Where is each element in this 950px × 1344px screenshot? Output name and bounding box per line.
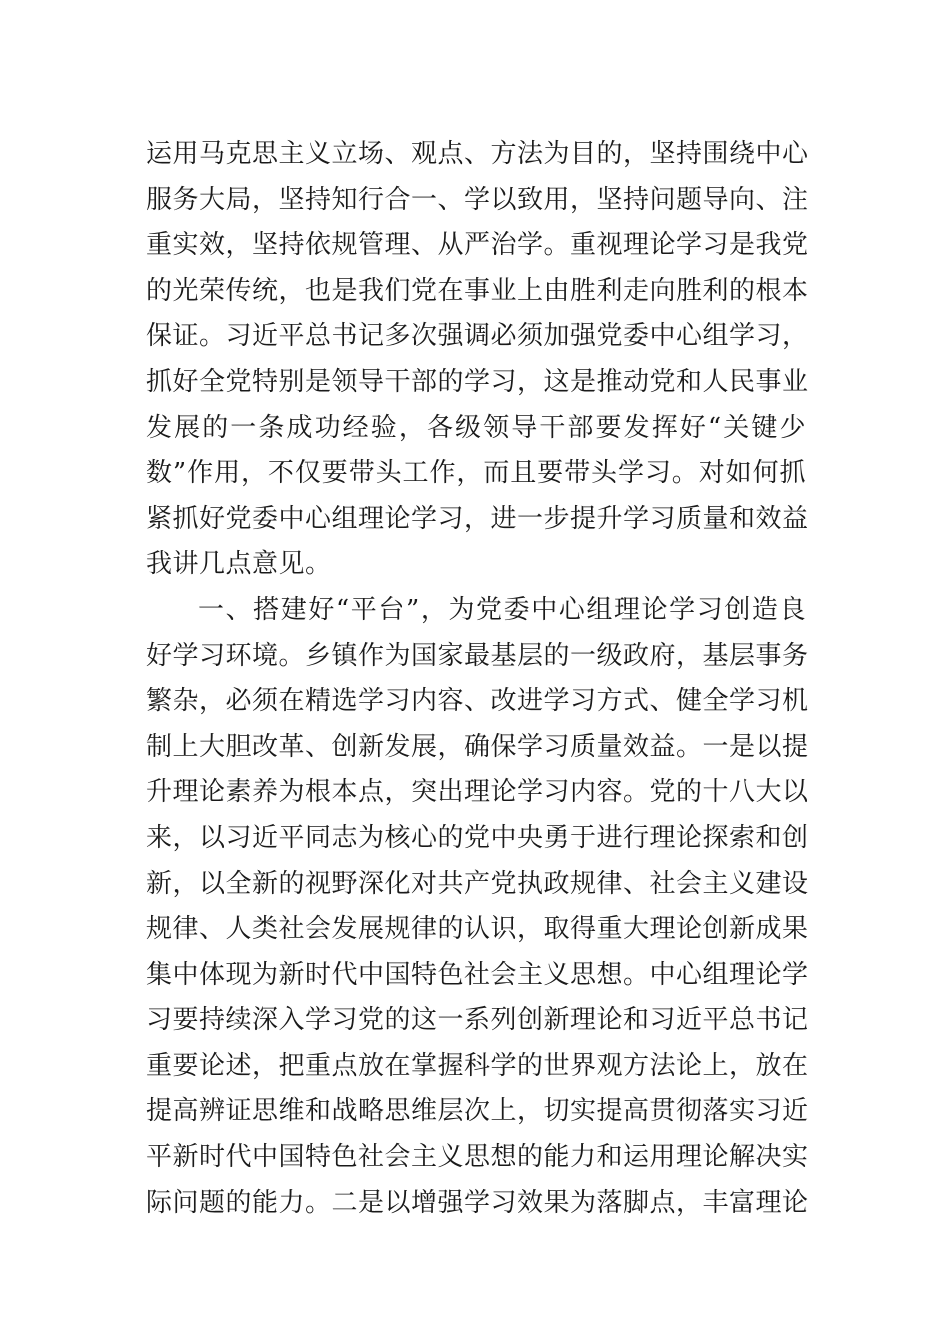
text-line-23: 平新时代中国特色社会主义思想的能力和运用理论解决实: [146, 1142, 809, 1173]
text-line-21: 重要论述，把重点放在掌握科学的世界观方法论上，放在: [146, 1050, 809, 1081]
text-line-6: 抓好全党特别是领导干部的学习，这是推动党和人民事业: [146, 366, 809, 397]
text-line-3: 重实效，坚持依规管理、从严治学。重视理论学习是我党: [146, 230, 809, 261]
text-line-13: 繁杂，必须在精选学习内容、改进学习方式、健全学习机: [146, 686, 809, 717]
text-line-15: 升理论素养为根本点，突出理论学习内容。党的十八大以: [146, 777, 809, 808]
text-line-12: 好学习环境。乡镇作为国家最基层的一级政府，基层事务: [146, 640, 809, 671]
text-line-22: 提高辨证思维和战略思维层次上，切实提高贯彻落实习近: [146, 1096, 809, 1127]
text-line-10: 我讲几点意见。: [146, 549, 332, 580]
text-line-8: 数”作用，不仅要带头工作，而且要带头学习。对如何抓: [146, 458, 806, 489]
text-line-19: 集中体现为新时代中国特色社会主义思想。中心组理论学: [146, 959, 809, 990]
text-line-20: 习要持续深入学习党的这一系列创新理论和习近平总书记: [146, 1005, 809, 1036]
text-line-24: 际问题的能力。二是以增强学习效果为落脚点，丰富理论: [146, 1187, 809, 1218]
text-line-2: 服务大局，坚持知行合一、学以致用，坚持问题导向、注: [146, 184, 809, 215]
text-line-16: 来，以习近平同志为核心的党中央勇于进行理论探索和创: [146, 822, 809, 853]
text-line-7: 发展的一条成功经验，各级领导干部要发挥好“关键少: [146, 412, 806, 443]
text-line-14: 制上大胆改革、创新发展，确保学习质量效益。一是以提: [146, 731, 809, 762]
text-line-17: 新，以全新的视野深化对共产党执政规律、社会主义建设: [146, 868, 809, 899]
body-text: [146, 132, 809, 1226]
text-line-5: 保证。习近平总书记多次强调必须加强党委中心组学习，: [146, 321, 809, 352]
text-line-18: 规律、人类社会发展规律的认识，取得重大理论创新成果: [146, 914, 809, 945]
text-line-4: 的光荣传统，也是我们党在事业上由胜利走向胜利的根本: [146, 275, 809, 306]
text-line-9: 紧抓好党委中心组理论学习，进一步提升学习质量和效益: [146, 503, 809, 534]
text-line-1: 运用马克思主义立场、观点、方法为目的，坚持围绕中心: [146, 139, 809, 169]
text-line-11: 一、搭建好“平台”，为党委中心组理论学习创造良: [198, 594, 806, 625]
